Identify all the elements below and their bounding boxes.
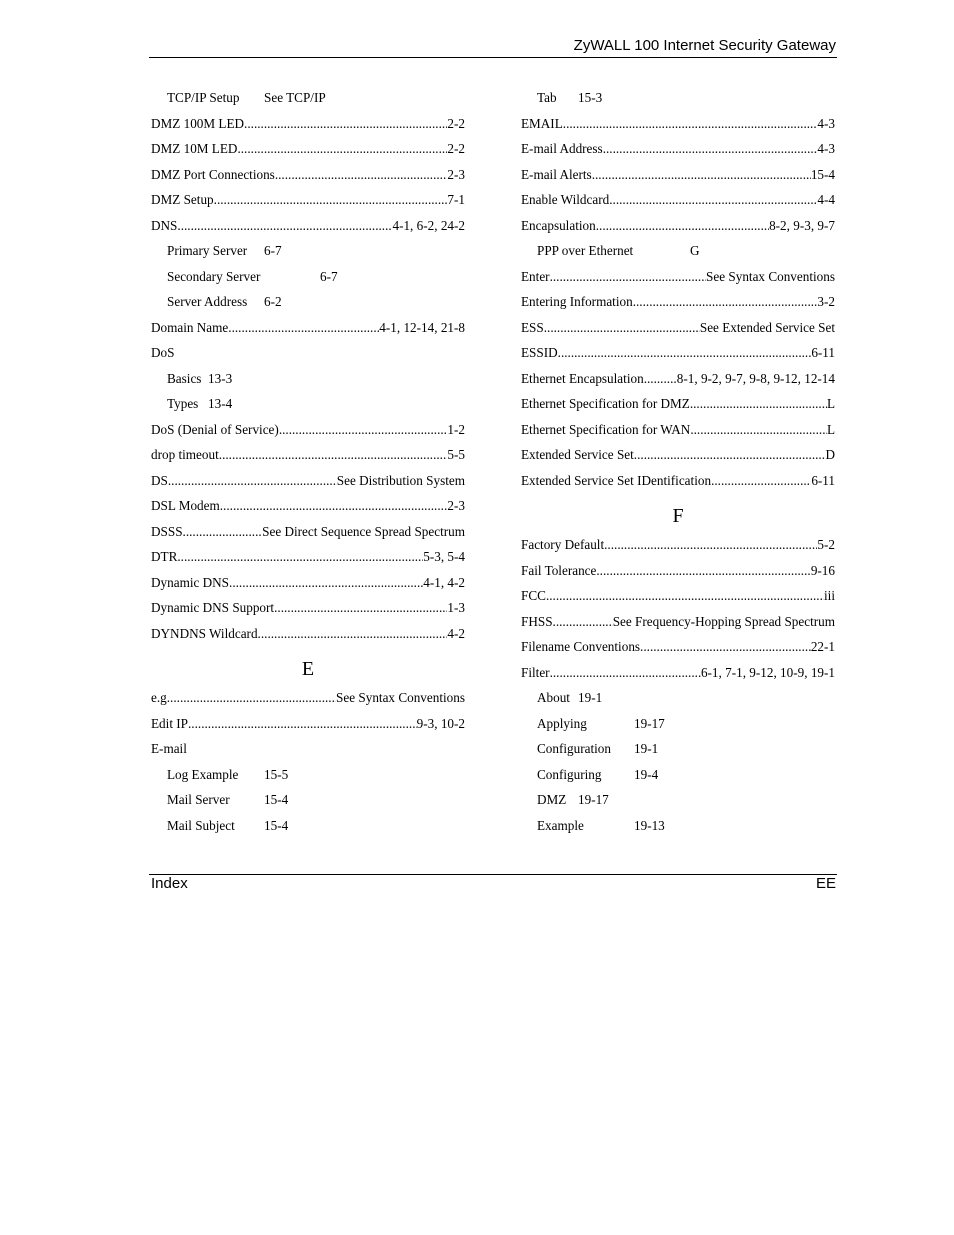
index-entry-heading: E-mail — [151, 741, 187, 756]
leader-dots — [553, 609, 613, 634]
page-reference: 4-4 — [817, 192, 835, 207]
index-entry — [151, 570, 465, 596]
index-term: E-mail Address — [521, 141, 603, 156]
page-footer — [151, 875, 836, 892]
page-reference: 5-2 — [817, 537, 835, 552]
index-term: ESS — [521, 319, 544, 335]
index-subentry — [521, 711, 835, 737]
index-term: Edit IP — [151, 715, 188, 731]
index-subentry — [151, 289, 465, 315]
index-subentry — [521, 787, 835, 813]
index-term: Enable Wildcard — [521, 192, 610, 207]
index-subentry — [521, 762, 835, 788]
index-term: Encapsulation — [521, 217, 596, 233]
page-reference: See TCP/IP — [264, 90, 326, 105]
index-subentry — [521, 238, 835, 264]
index-subentry — [521, 685, 835, 711]
subentry-term: About — [537, 690, 570, 705]
index-term: drop timeout — [151, 447, 219, 462]
page-reference: 8-2, 9-3, 9-7 — [769, 217, 835, 233]
page-reference: See Direct Sequence Spread Spectrum — [262, 523, 465, 539]
leader-dots — [609, 187, 817, 212]
index-entry — [151, 544, 465, 570]
page-reference: 19-1 — [634, 741, 659, 756]
subentry-term: Example — [537, 817, 584, 833]
page-reference: 6-11 — [811, 345, 835, 360]
index-entry — [521, 366, 835, 392]
index-subentry — [151, 787, 465, 813]
leader-dots — [592, 162, 811, 187]
index-entry — [151, 417, 465, 443]
index-subentry — [521, 813, 835, 839]
subentry-term: Log Example — [167, 766, 239, 782]
index-entry — [521, 391, 835, 417]
index-entry — [521, 442, 835, 468]
index-entry — [151, 685, 465, 711]
index-entry — [151, 315, 465, 341]
index-term: Filename Conventions — [521, 639, 641, 654]
page-reference: 15-4 — [264, 817, 289, 833]
index-entry — [521, 417, 835, 443]
footer-section: Index — [151, 875, 188, 892]
index-term: Extended Service Set — [521, 447, 634, 462]
page-reference: D — [825, 447, 835, 462]
index-term: DMZ Setup — [151, 192, 214, 207]
leader-dots — [690, 391, 827, 416]
subentry-term: Mail Subject — [167, 817, 235, 833]
index-term: DSL Modem — [151, 498, 220, 513]
index-term: DSSS — [151, 523, 183, 539]
leader-dots — [177, 213, 392, 238]
leader-dots — [633, 289, 818, 314]
header-rule — [149, 57, 837, 58]
leader-dots — [711, 468, 811, 493]
leader-dots — [596, 213, 769, 238]
page-reference: 4-3 — [817, 115, 835, 131]
page-reference: 2-2 — [447, 115, 465, 131]
index-entry — [151, 136, 465, 162]
leader-dots — [214, 187, 448, 212]
page-reference: 5-5 — [447, 447, 465, 462]
page-reference: 6-1, 7-1, 9-12, 10-9, 19-1 — [700, 664, 835, 680]
section-gap — [151, 646, 465, 653]
section-gap — [521, 493, 835, 500]
index-term: EMAIL — [521, 115, 563, 131]
page-reference: 19-1 — [578, 690, 603, 705]
page-reference: 1-2 — [447, 421, 465, 437]
index-subentry — [151, 238, 465, 264]
page-reference: See Extended Service Set — [699, 319, 835, 335]
leader-dots — [183, 519, 263, 544]
leader-dots — [275, 162, 448, 187]
leader-dots — [258, 621, 448, 646]
index-term: Ethernet Specification for WAN — [521, 421, 691, 437]
leader-dots — [229, 570, 423, 595]
index-entry — [521, 532, 835, 558]
page-reference: 4-1, 12-14, 21-8 — [379, 319, 465, 335]
index-entry — [521, 468, 835, 494]
leader-dots — [546, 583, 824, 608]
subentry-term: Tab — [537, 90, 557, 105]
index-entry — [521, 213, 835, 239]
leader-dots — [188, 711, 417, 736]
index-subentry — [151, 391, 465, 417]
page-reference: 2-2 — [447, 141, 465, 156]
index-entry — [151, 213, 465, 239]
index-subentry — [521, 736, 835, 762]
page-reference: 2-3 — [447, 166, 465, 182]
page-reference: See Frequency-Hopping Spread Spectrum — [612, 613, 835, 629]
subentry-term: Secondary Server — [167, 268, 261, 284]
leader-dots — [219, 442, 448, 467]
page-reference: 4-1, 4-2 — [423, 574, 465, 590]
leader-dots — [550, 264, 706, 289]
leader-dots — [170, 685, 336, 710]
page-reference: 4-2 — [447, 625, 465, 641]
index-entry — [521, 634, 835, 660]
index-term: DMZ 100M LED — [151, 115, 245, 131]
page-reference: 1-3 — [447, 600, 465, 615]
page-reference: 15-4 — [810, 166, 835, 182]
index-term: Entering Information — [521, 294, 633, 309]
index-entry — [521, 111, 835, 137]
index-term: Factory Default — [521, 537, 605, 552]
index-entry — [151, 621, 465, 647]
index-entry — [151, 468, 465, 494]
index-entry — [151, 162, 465, 188]
leader-dots — [640, 634, 811, 659]
index-entry — [151, 111, 465, 137]
leader-dots — [634, 442, 826, 467]
index-term: Fail Tolerance — [521, 562, 597, 578]
leader-dots — [177, 544, 423, 569]
index-term: DTR — [151, 549, 178, 564]
leader-dots — [279, 417, 448, 442]
page-reference: L — [826, 396, 835, 411]
index-entry — [521, 609, 835, 635]
subentry-term: TCP/IP Setup — [167, 90, 240, 105]
section-letter: F — [672, 505, 684, 527]
leader-dots — [544, 315, 700, 340]
page-reference: L — [826, 421, 835, 437]
leader-dots — [274, 595, 447, 620]
index-term: DMZ 10M LED — [151, 141, 238, 156]
page-reference: 19-4 — [634, 766, 659, 782]
index-entry — [521, 340, 835, 366]
page-reference: 13-3 — [208, 370, 233, 386]
section-letter: E — [301, 658, 315, 680]
page-reference: 4-3 — [817, 141, 835, 156]
subentry-term: Server Address — [167, 294, 248, 309]
page-reference: 6-7 — [320, 268, 338, 284]
index-entry — [521, 289, 835, 315]
subentry-term: Mail Server — [167, 792, 230, 807]
page-reference: 15-3 — [578, 90, 603, 105]
leader-dots — [168, 468, 337, 493]
index-subentry — [151, 85, 465, 111]
page-reference: 7-1 — [447, 192, 465, 207]
page-reference: 15-5 — [264, 766, 289, 782]
index-term: Domain Name — [151, 319, 229, 335]
page-reference: 9-3, 10-2 — [416, 715, 465, 731]
index-entry — [521, 315, 835, 341]
subentry-term: Configuration — [537, 741, 611, 756]
index-entry — [151, 187, 465, 213]
index-subentry — [151, 762, 465, 788]
index-term: FCC — [521, 588, 546, 603]
page-reference: 5-3, 5-4 — [423, 549, 465, 564]
index-column-right — [521, 85, 835, 838]
index-subentry — [151, 813, 465, 839]
index-entry — [151, 595, 465, 621]
subentry-term: Basics — [167, 370, 202, 386]
index-entry — [521, 187, 835, 213]
leader-dots — [558, 340, 812, 365]
index-term: Dynamic DNS Support — [151, 600, 275, 615]
index-term: Enter — [521, 268, 550, 284]
index-entry — [521, 583, 835, 609]
leader-dots — [237, 136, 447, 161]
index-entry — [151, 442, 465, 468]
index-subentry — [151, 264, 465, 290]
leader-dots — [220, 493, 448, 518]
leader-dots — [604, 532, 817, 557]
index-term: DMZ Port Connections — [151, 166, 275, 182]
page-reference: 19-17 — [578, 792, 609, 807]
leader-dots — [550, 660, 701, 685]
index-subentry — [151, 366, 465, 392]
page-reference: 3-2 — [817, 294, 835, 309]
page-reference: 6-11 — [811, 472, 835, 488]
index-term: E-mail Alerts — [521, 166, 592, 182]
page-reference: 9-16 — [810, 562, 835, 578]
leader-dots — [563, 111, 818, 136]
index-term: ESSID — [521, 345, 558, 360]
index-term: e.g. — [151, 690, 171, 705]
index-term: Ethernet Specification for DMZ — [521, 396, 690, 411]
page-reference: iii — [824, 588, 835, 603]
index-entry — [151, 519, 465, 545]
page-reference: 6-7 — [264, 243, 282, 258]
running-header: ZyWALL 100 Internet Security Gateway — [573, 37, 836, 54]
index-term: DNS — [151, 217, 178, 233]
leader-dots — [228, 315, 379, 340]
leader-dots — [603, 136, 818, 161]
page-reference: 4-1, 6-2, 24-2 — [392, 217, 465, 233]
leader-dots — [690, 417, 827, 442]
page-reference: G — [690, 243, 700, 258]
index-term: Dynamic DNS — [151, 574, 230, 590]
index-term: DYNDNS Wildcard — [151, 625, 258, 641]
page-reference: 8-1, 9-2, 9-7, 9-8, 9-12, 12-14 — [676, 370, 835, 386]
subentry-term: PPP over Ethernet — [537, 243, 634, 258]
leader-dots — [244, 111, 447, 136]
index-entry — [521, 136, 835, 162]
page-reference: 6-2 — [264, 294, 282, 309]
subentry-term: Primary Server — [167, 243, 248, 258]
index-entry — [521, 162, 835, 188]
index-column-left — [151, 85, 465, 838]
page-reference: See Syntax Conventions — [336, 690, 465, 705]
page-reference: 13-4 — [208, 396, 233, 411]
page-reference: 22-1 — [810, 639, 835, 654]
subentry-term: Types — [167, 396, 199, 411]
index-entry — [521, 264, 835, 290]
subentry-term: Configuring — [537, 766, 602, 782]
index-entry — [521, 558, 835, 584]
index-entry — [521, 660, 835, 686]
page-reference: 19-13 — [634, 817, 665, 833]
index-subentry — [521, 85, 835, 111]
index-entry-heading: DoS — [151, 345, 175, 360]
footer-page-number: EE — [815, 875, 836, 892]
subentry-term: DMZ — [537, 792, 567, 807]
index-entry — [151, 493, 465, 519]
subentry-term: Applying — [537, 715, 587, 731]
page-reference: See Syntax Conventions — [706, 268, 835, 284]
leader-dots — [596, 558, 810, 583]
index-term: DS — [151, 472, 168, 488]
index-entry — [151, 711, 465, 737]
index-term: Ethernet Encapsulation — [521, 370, 644, 386]
page-reference: 19-17 — [634, 715, 665, 731]
page-reference: See Distribution System — [336, 472, 465, 488]
index-term: Filter — [521, 664, 550, 680]
index-term: DoS (Denial of Service) — [151, 421, 279, 437]
index-term: Extended Service Set IDentification — [521, 472, 712, 488]
leader-dots — [644, 366, 677, 391]
index-term: FHSS — [521, 613, 553, 629]
page-reference: 2-3 — [447, 498, 465, 513]
page-reference: 15-4 — [264, 792, 289, 807]
